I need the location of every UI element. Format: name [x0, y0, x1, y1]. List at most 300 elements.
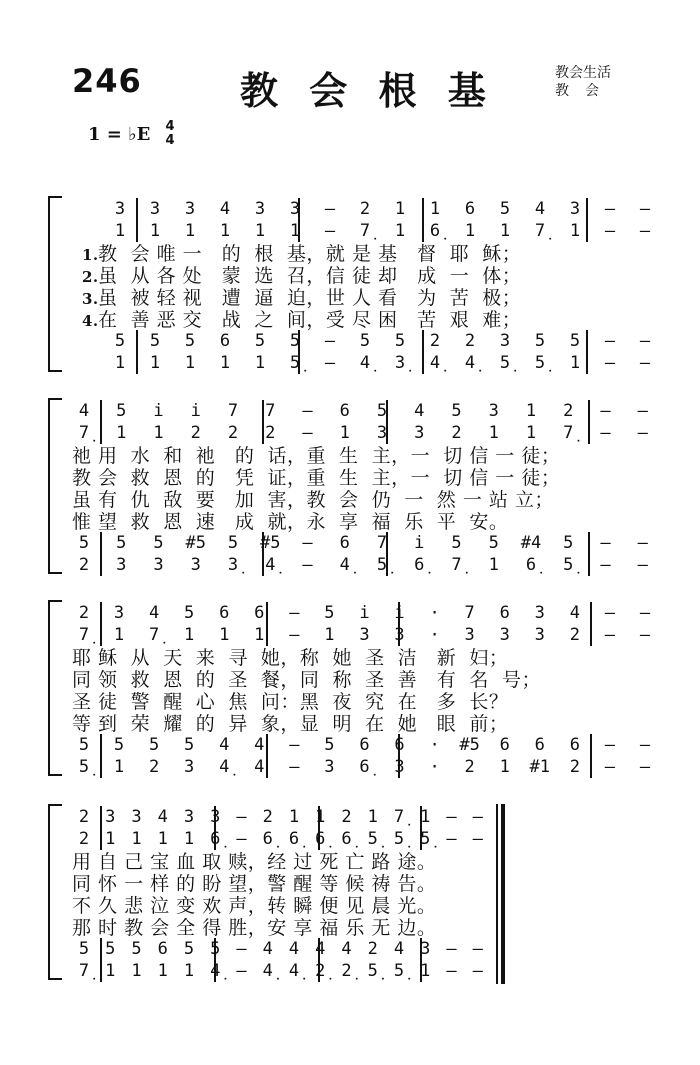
- note: 6: [499, 735, 510, 755]
- note: 3: [114, 199, 126, 219]
- meter-top: 4: [165, 119, 175, 134]
- note: 7̣: [359, 221, 371, 241]
- note: –: [446, 807, 457, 827]
- note: 2: [367, 939, 378, 959]
- note: 5: [451, 533, 462, 553]
- note: 2: [148, 757, 160, 777]
- note: 7: [227, 401, 239, 421]
- note: 6̣: [315, 829, 326, 849]
- note: 3: [131, 807, 142, 827]
- note: 3: [499, 625, 510, 645]
- note: 3: [414, 423, 425, 443]
- note: 4: [534, 199, 546, 219]
- note: 2: [78, 555, 90, 575]
- note: 3: [289, 199, 301, 219]
- note: 1: [183, 829, 195, 849]
- note: 6: [219, 603, 230, 623]
- lyric-line-4: [72, 712, 508, 736]
- note: i: [414, 533, 425, 553]
- verse-number: 3.: [82, 290, 99, 308]
- note: –: [472, 961, 483, 981]
- soprano-row: [0, 602, 700, 624]
- note: 4̣: [359, 353, 371, 373]
- note: 1: [113, 625, 125, 645]
- note: –: [446, 829, 457, 849]
- note: 1: [219, 353, 231, 373]
- note: 4: [148, 603, 160, 623]
- note: –: [472, 939, 483, 959]
- verse-number: 1.: [82, 246, 99, 264]
- note: –: [289, 625, 300, 645]
- lyric-line-3: [72, 488, 554, 512]
- note: –: [236, 961, 247, 981]
- note: 1: [367, 807, 378, 827]
- note: 1: [157, 961, 168, 981]
- alto-row: [0, 220, 700, 242]
- note: 3: [534, 603, 545, 623]
- note: 6: [569, 735, 580, 755]
- note: 5: [113, 735, 125, 755]
- note: 5: [324, 603, 335, 623]
- note: 2: [451, 423, 462, 443]
- note: 3: [149, 199, 161, 219]
- lyric-text: 虽 被 轻 视 遭 逼 迫，世 人 看 为 苦 极；: [98, 287, 522, 309]
- note: 2: [359, 199, 371, 219]
- note: 1: [420, 961, 431, 981]
- note: 6̣: [262, 829, 273, 849]
- note: 1: [184, 353, 196, 373]
- note: –: [604, 603, 615, 623]
- note: 5̣: [499, 353, 511, 373]
- note: –: [236, 939, 247, 959]
- note: –: [637, 555, 648, 575]
- note: 1: [420, 807, 431, 827]
- note: 3: [254, 199, 266, 219]
- tenor-row: [0, 734, 700, 756]
- lyric-line-3: [72, 894, 436, 918]
- note: 5: [359, 331, 371, 351]
- lyric-text: 那 时 教 会 全 得 胜，安 享 福 乐 无 边。: [72, 917, 437, 939]
- lyric-line-1: [72, 646, 508, 670]
- note: 4: [157, 807, 168, 827]
- note: –: [324, 221, 336, 241]
- note: 1: [339, 423, 350, 443]
- note: 5̣: [289, 353, 301, 373]
- note: 1: [525, 401, 537, 421]
- note: 4̣: [210, 961, 221, 981]
- note: –: [639, 353, 651, 373]
- note: 5: [210, 939, 221, 959]
- note: 1: [131, 961, 142, 981]
- note: 3: [394, 757, 405, 777]
- note: –: [236, 829, 247, 849]
- note: –: [324, 199, 336, 219]
- note: 5: [116, 401, 127, 421]
- note: 1: [289, 221, 301, 241]
- note: 7̣: [393, 807, 405, 827]
- lyric-text: 等 到 荣 耀 的 异 象，显 明 在 她 眼 前；: [72, 713, 509, 735]
- note: 3: [376, 423, 388, 443]
- note: 1: [254, 221, 266, 241]
- note: 2: [262, 807, 273, 827]
- key-signature: 1 = ♭E: [88, 124, 151, 145]
- note: –: [604, 199, 616, 219]
- note: ·: [429, 625, 440, 645]
- note: 1: [184, 625, 195, 645]
- verse-number: 2.: [82, 268, 99, 286]
- note: 6: [157, 939, 168, 959]
- lyric-text: 祂 用 水 和 祂 的 话，重 生 主，一 切 信 一 徒；: [72, 445, 561, 467]
- time-signature: [163, 120, 177, 148]
- note: 1: [315, 807, 326, 827]
- note: 5: [78, 735, 90, 755]
- note: 1: [464, 221, 476, 241]
- note: 7̣: [78, 423, 90, 443]
- note: 1: [149, 221, 161, 241]
- note: –: [289, 603, 300, 623]
- lyric-line-1: [72, 850, 436, 874]
- lyric-text: 虽 从 各 处 蒙 选 召，信 徒 却 成 一 体；: [98, 265, 522, 287]
- note: 7: [464, 603, 475, 623]
- note: 5: [563, 533, 574, 553]
- note: –: [289, 735, 300, 755]
- note: ·: [429, 735, 440, 755]
- note: 3: [105, 807, 116, 827]
- note: 2: [227, 423, 239, 443]
- note: –: [600, 401, 611, 421]
- note: 1: [219, 625, 230, 645]
- note: –: [472, 807, 483, 827]
- note: 3: [324, 757, 335, 777]
- note: 1: [113, 757, 125, 777]
- note: 1: [105, 961, 116, 981]
- note: 1: [153, 423, 164, 443]
- note: 1: [219, 221, 231, 241]
- note: 3: [183, 807, 195, 827]
- lyric-text: 虽 有 仇 敌 要 加 害，教 会 仍 一 然 一 站 立；: [72, 489, 554, 511]
- note: 1: [288, 807, 300, 827]
- note: 4̣: [262, 961, 273, 981]
- tenor-row: [0, 938, 700, 960]
- note: –: [639, 625, 651, 645]
- soprano-row: [0, 806, 700, 828]
- note: 6̣: [414, 555, 425, 575]
- note: 6̣: [525, 555, 537, 575]
- note: –: [446, 961, 457, 981]
- music-system-1: [0, 196, 700, 378]
- tenor-row: [0, 330, 700, 352]
- music-system-4: [0, 804, 700, 986]
- note: –: [302, 401, 313, 421]
- note: –: [639, 331, 651, 351]
- note: 5: [184, 603, 195, 623]
- note: 1: [488, 555, 499, 575]
- note: 5: [451, 401, 462, 421]
- note: –: [604, 353, 616, 373]
- note: 4̣: [339, 555, 350, 575]
- note: 7̣: [451, 555, 462, 575]
- note: 1: [114, 221, 126, 241]
- lyric-text: 在 善 恶 交 战 之 间，受 尽 困 苦 艰 难；: [98, 309, 522, 331]
- note: 7̣: [148, 625, 160, 645]
- note: 7̣: [534, 221, 546, 241]
- note: 2: [464, 757, 475, 777]
- note: 1: [488, 423, 499, 443]
- note: 3: [420, 939, 431, 959]
- note: 5: [488, 533, 499, 553]
- note: 7̣: [78, 625, 90, 645]
- note: 4: [414, 401, 425, 421]
- bass-row: [0, 352, 700, 374]
- note: 5: [289, 331, 301, 351]
- note: 2: [341, 807, 352, 827]
- note: 1: [149, 353, 161, 373]
- note: 6: [464, 199, 476, 219]
- note: 3: [464, 625, 475, 645]
- note: i: [394, 603, 405, 623]
- note: 2: [78, 829, 90, 849]
- note: #5: [459, 735, 480, 755]
- lyric-line-2: [72, 466, 560, 490]
- note: 4̣: [429, 353, 441, 373]
- note: 5̣: [563, 555, 574, 575]
- note: 2: [464, 331, 476, 351]
- note: 6̣: [359, 757, 370, 777]
- note: 5̣: [367, 829, 378, 849]
- note: 5: [153, 533, 164, 553]
- note: 4: [254, 757, 265, 777]
- note: 5: [78, 533, 90, 553]
- note: 6: [219, 331, 231, 351]
- note: –: [604, 221, 616, 241]
- note: –: [324, 331, 336, 351]
- note: 5: [227, 533, 239, 553]
- credit-tune: 教会: [555, 83, 615, 99]
- note: –: [600, 555, 611, 575]
- note: –: [302, 533, 313, 553]
- note: –: [639, 603, 651, 623]
- note: 1: [183, 961, 195, 981]
- note: 3: [488, 401, 499, 421]
- note: 4: [219, 735, 230, 755]
- note: 6̣: [341, 829, 352, 849]
- note: 3: [113, 603, 125, 623]
- note: 1: [499, 757, 510, 777]
- note: 5: [324, 735, 335, 755]
- note: 4: [341, 939, 352, 959]
- note: –: [324, 353, 336, 373]
- lyric-line-1: [72, 444, 560, 468]
- note: 3: [184, 757, 195, 777]
- note: –: [472, 829, 483, 849]
- note: 1: [254, 625, 265, 645]
- note: 2: [78, 603, 90, 623]
- note: 2: [569, 757, 580, 777]
- note: 3̣: [394, 353, 406, 373]
- note: 6: [254, 603, 265, 623]
- alto-row: [0, 624, 700, 646]
- note: 4: [288, 939, 300, 959]
- note: –: [446, 939, 457, 959]
- note: –: [637, 533, 648, 553]
- soprano-row: [0, 400, 700, 422]
- note: 4: [393, 939, 405, 959]
- note: 4: [569, 603, 580, 623]
- note: 5: [131, 939, 142, 959]
- note: 7̣: [563, 423, 574, 443]
- note: 1: [499, 221, 511, 241]
- bass-row: [0, 960, 700, 982]
- note: 2̣: [341, 961, 352, 981]
- note: 5: [183, 939, 195, 959]
- note: –: [604, 331, 616, 351]
- note: 6̣: [210, 829, 221, 849]
- note: 4: [262, 939, 273, 959]
- lyric-text: 不 久 悲 泣 变 欢 声，转 瞬 便 见 晨 光。: [72, 895, 437, 917]
- lyric-line-4: [82, 308, 521, 333]
- lyric-line-2: [72, 872, 436, 896]
- note: 4̣: [219, 757, 230, 777]
- hymn-title: 教 会 根 基: [240, 68, 495, 113]
- note: #5: [260, 533, 281, 553]
- note: 5̣: [78, 757, 90, 777]
- note: 2: [429, 331, 441, 351]
- note: 3: [394, 625, 405, 645]
- note: 7̣: [78, 961, 90, 981]
- note: i: [153, 401, 164, 421]
- note: 3̣: [227, 555, 239, 575]
- note: 4̣: [265, 555, 276, 575]
- note: –: [639, 735, 651, 755]
- note: 6: [499, 603, 510, 623]
- note: 1: [569, 221, 581, 241]
- note: 2: [190, 423, 201, 443]
- note: –: [637, 423, 648, 443]
- note: 5̣: [393, 961, 405, 981]
- note: 5: [148, 735, 160, 755]
- note: 4̣: [288, 961, 300, 981]
- note: –: [639, 757, 651, 777]
- note: 5̣: [367, 961, 378, 981]
- note: 1: [116, 423, 127, 443]
- note: 6: [359, 735, 370, 755]
- note: 6: [394, 735, 405, 755]
- note: ·: [429, 757, 440, 777]
- note: 3: [359, 625, 370, 645]
- note: 1: [114, 353, 126, 373]
- note: 3: [210, 807, 221, 827]
- hymn-number: 246: [72, 62, 142, 100]
- note: 2: [563, 401, 574, 421]
- note: 1: [184, 221, 196, 241]
- bass-row: [0, 756, 700, 778]
- note: –: [600, 423, 611, 443]
- note: 5: [184, 735, 195, 755]
- note: 6: [534, 735, 545, 755]
- note: 6̣: [288, 829, 300, 849]
- note: 4: [219, 199, 231, 219]
- lyric-line-3: [72, 690, 508, 714]
- lyric-line-4: [72, 510, 508, 534]
- lyric-text: 惟 望 救 恩 速 成 就，永 享 福 乐 平 安。: [72, 511, 509, 533]
- note: 1: [254, 353, 266, 373]
- music-system-2: [0, 398, 700, 580]
- note: #5: [185, 533, 206, 553]
- note: 5̣: [393, 829, 405, 849]
- note: 1: [429, 199, 441, 219]
- note: 5: [116, 533, 127, 553]
- note: 6: [339, 401, 350, 421]
- note: 5̣: [534, 353, 546, 373]
- note: –: [637, 401, 648, 421]
- note: 3: [184, 199, 196, 219]
- note: 1: [324, 625, 335, 645]
- lyric-text: 用 自 己 宝 血 取 赎，经 过 死 亡 路 途。: [72, 851, 437, 873]
- credit-category: 教会生活: [555, 65, 611, 81]
- lyric-text: 教 会 救 恩 的 凭 证，重 生 主，一 切 信 一 徒；: [72, 467, 561, 489]
- note: –: [639, 199, 651, 219]
- note: 6: [339, 533, 350, 553]
- lyric-text: 同 领 救 恩 的 圣 餐，同 称 圣 善 有 名 号；: [72, 669, 541, 691]
- note: 5̣: [376, 555, 388, 575]
- note: 5: [499, 199, 511, 219]
- note: 2̣: [315, 961, 326, 981]
- verse-number: 4.: [82, 312, 99, 330]
- note: 1: [131, 829, 142, 849]
- note: 4: [78, 401, 90, 421]
- note: #4: [520, 533, 542, 553]
- note: 5: [254, 331, 266, 351]
- note: –: [604, 735, 615, 755]
- note: 5: [149, 331, 161, 351]
- note: –: [302, 423, 313, 443]
- note: 5: [184, 331, 196, 351]
- note: 5̣: [420, 829, 431, 849]
- note: –: [639, 221, 651, 241]
- note: 2: [265, 423, 276, 443]
- note: i: [190, 401, 201, 421]
- note: 7: [376, 533, 388, 553]
- note: 3: [569, 199, 581, 219]
- alto-row: [0, 828, 700, 850]
- lyric-text: 教 会 唯 一 的 根 基，就 是 基 督 耶 稣；: [98, 243, 522, 265]
- note: 5: [534, 331, 546, 351]
- note: 1: [394, 221, 406, 241]
- note: 5: [394, 331, 406, 351]
- note: 1: [394, 199, 406, 219]
- lyric-line-2: [72, 668, 541, 692]
- note: –: [600, 533, 611, 553]
- note: 3: [534, 625, 545, 645]
- note: 4̣: [464, 353, 476, 373]
- note: 4: [315, 939, 326, 959]
- lyric-text: 耶 稣 从 天 来 寻 她，称 她 圣 洁 新 妇；: [72, 647, 509, 669]
- note: 2: [78, 807, 90, 827]
- soprano-row: [0, 198, 700, 220]
- note: 1: [105, 829, 116, 849]
- note: 1: [525, 423, 537, 443]
- music-system-3: [0, 600, 700, 782]
- lyric-text: 同 怀 一 样 的 盼 望，警 醒 等 候 祷 告。: [72, 873, 437, 895]
- lyric-line-4: [72, 916, 436, 940]
- note: #1: [529, 757, 550, 777]
- note: 4: [254, 735, 265, 755]
- note: 2: [569, 625, 580, 645]
- note: ·: [429, 603, 440, 623]
- note: i: [359, 603, 370, 623]
- note: 3: [499, 331, 511, 351]
- note: 5: [105, 939, 116, 959]
